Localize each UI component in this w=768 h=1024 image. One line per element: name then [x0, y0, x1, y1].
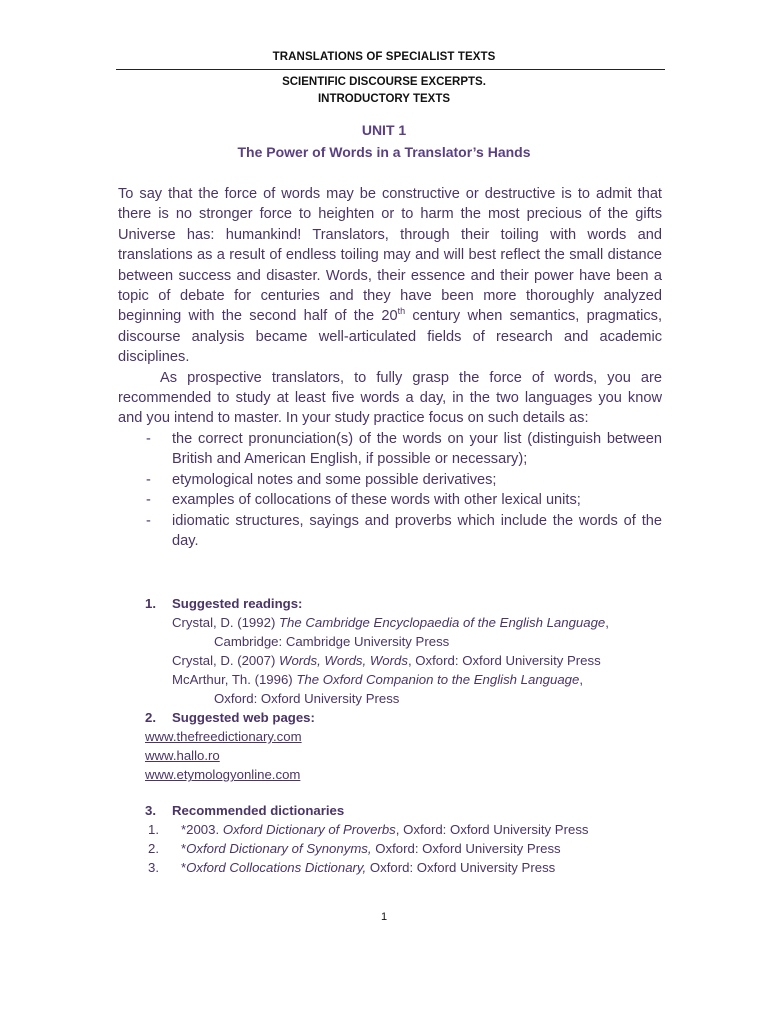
list-item: [118, 470, 662, 490]
reference-author: Crystal, D. (1992): [172, 615, 279, 630]
dictionaries-list: [148, 820, 589, 877]
dictionary-title: Oxford Dictionary of Synonyms,: [186, 841, 372, 856]
reference-tail: ,: [605, 615, 609, 630]
dictionary-title: Oxford Dictionary of Proverbs: [222, 822, 396, 837]
reference-author: McArthur, Th. (1996): [172, 672, 297, 687]
running-header-subtitle: [0, 74, 768, 108]
running-header-title: TRANSLATIONS OF SPECIALIST TEXTS: [272, 51, 496, 63]
list-item: [118, 429, 662, 470]
dictionary-prefix: *2003.: [181, 822, 223, 837]
dash-bullet: -: [146, 492, 151, 509]
readings-list: [172, 613, 662, 708]
reference-title: The Cambridge Encyclopaedia of the English Language: [279, 615, 606, 630]
body-text: [118, 184, 662, 551]
list-item-text: etymological notes and some possible derivatives;: [172, 471, 497, 488]
dictionary-publisher: Oxford: Oxford University Press: [371, 841, 561, 856]
study-details-list: [118, 429, 662, 551]
paragraph-practice: As prospective translators, to fully grasp the force of words, you are recommended to study at least five words a day, in the two languages you know and you intend to master. In your study practice focus on such details as:: [118, 369, 662, 427]
reference-tail: , Oxford: Oxford University Press: [407, 653, 601, 668]
list-item-text: examples of collocations of these words with other lexical units;: [172, 492, 581, 509]
section-dictionaries-heading: [145, 801, 344, 820]
list-item: [148, 839, 589, 858]
reference-title: The Oxford Companion to the English Language: [296, 672, 580, 687]
header-subtitle-line1: SCIENTIFIC DISCOURSE EXCERPTS.: [282, 76, 486, 88]
dash-bullet: -: [146, 471, 151, 488]
reference-author: Crystal, D. (2007): [172, 653, 279, 668]
list-item-text: the correct pronunciation(s) of the words on your list (distinguish between British and American English, if possible or necessary);: [172, 430, 662, 468]
section-number: 1.: [145, 596, 156, 611]
header-rule: [116, 69, 665, 70]
link-thefreedictionary[interactable]: www.thefreedictionary.com: [145, 729, 302, 744]
section-number: 3.: [145, 803, 156, 818]
dictionary-title: Oxford Collocations Dictionary,: [186, 860, 367, 875]
link-etymologyonline[interactable]: www.etymologyonline.com: [145, 767, 301, 783]
paragraph-intro-text: To say that the force of words may be constructive or destructive is to admit that there is no stronger force to heighten or to harm the most precious of the gifts Universe has: humankind! Translators, through their toiling with words and translations as a result of endless toiling may and will best reflect the small distance between success and disaster. Words, their essence and their power have been a topic of debate for centuries and they have been more thoroughly analyzed beginning with the second half of the 20: [118, 186, 662, 325]
section-number: 2.: [145, 710, 156, 725]
web-links-list: [145, 727, 302, 785]
reference-entry: [172, 670, 662, 689]
reference-entry: [172, 651, 662, 670]
section-title: Recommended dictionaries: [172, 803, 345, 818]
section-web-heading: [145, 708, 315, 727]
reference-title: Words, Words, Words: [279, 653, 408, 668]
section-title: Suggested web pages:: [172, 710, 315, 725]
list-item-number: 1.: [148, 822, 159, 837]
dictionary-publisher: Oxford: Oxford University Press: [366, 860, 556, 875]
dictionary-prefix: *: [181, 860, 187, 875]
list-item-text: idiomatic structures, sayings and proverbs which include the words of the day.: [172, 512, 662, 549]
unit-title: The Power of Words in a Translator’s Hands: [237, 144, 531, 160]
reference-entry: [172, 613, 662, 632]
paragraph-intro: [118, 184, 662, 368]
dash-bullet: -: [146, 512, 151, 529]
reference-tail: ,: [579, 672, 584, 687]
link-hallo[interactable]: www.hallo.ro: [145, 748, 220, 764]
list-item: [118, 490, 662, 510]
reference-continuation: Oxford: Oxford University Press: [214, 691, 400, 706]
dictionary-prefix: *: [181, 841, 187, 856]
dictionary-publisher: , Oxford: Oxford University Press: [395, 822, 589, 837]
dash-bullet: -: [146, 430, 151, 447]
ordinal-superscript: th: [397, 306, 406, 317]
list-item: [148, 858, 589, 877]
list-item-number: 3.: [148, 860, 159, 875]
unit-label: UNIT 1: [361, 122, 407, 138]
paragraph-intro-text-cont: century when semantics, pragmatics, discourse analysis became well-articulated fields of research and academic disciplines.: [118, 308, 663, 366]
list-item: [118, 511, 662, 552]
section-title: Suggested readings:: [172, 596, 303, 611]
page-number: 1: [380, 911, 388, 923]
reference-continuation: Cambridge: Cambridge University Press: [214, 634, 450, 649]
section-readings-heading: [145, 594, 302, 613]
list-item: [148, 820, 589, 839]
header-subtitle-line2: INTRODUCTORY TEXTS: [317, 93, 451, 105]
list-item-number: 2.: [148, 841, 159, 856]
